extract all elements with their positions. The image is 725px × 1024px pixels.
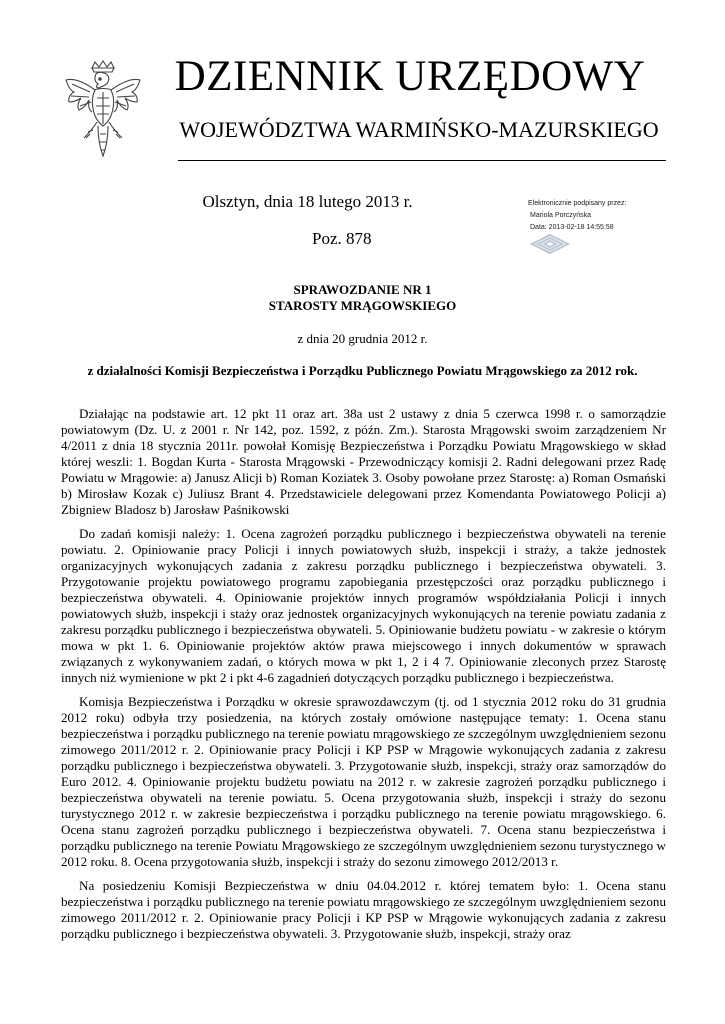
report-subject: z działalności Komisji Bezpieczeństwa i Porządku Publicznego Powiatu Mrągowskiego za 2012 rok. (87, 363, 638, 378)
report-body (61, 406, 666, 950)
report-date: z dnia 20 grudnia 2012 r. (297, 331, 428, 346)
position-number: Poz. 878 (312, 229, 372, 248)
report-heading-authority: STAROSTY MRĄGOWSKIEGO (268, 298, 457, 313)
polish-eagle-emblem-icon (62, 60, 144, 165)
body-paragraph: Działając na podstawie art. 12 pkt 11 oraz art. 38a ust 2 ustawy z dnia 5 czerwca 1998 r. o samorządzie powiatowym (Dz. U. z 2001 r. Nr 142, poz. 1592, z późn. Zm.). Starosta Mrągowski swoim zarządzeniem Nr 4/2011 z dnia 18 stycznia 2011r. powołał Komisję Bezpieczeństwa i Porządku Powiatu Mrągowskiego w skład której weszli: 1. Bogdan Kurta - Starosta Mrągowski - Przewodniczący komisji 2. Radni delegowani przez Radę Powiatu w Mrągowie: a) Janusz Alicji b) Roman Koziatek 3. Osoby powołane przez Starostę: a) Roman Osmański b) Mirosław Kozak c) Juliusz Brant 4. Przedstawiciele delegowani przez Komendanta Powiatowego Policji a) Zbigniew Bladosz b) Jarosław Paśnikowski (61, 406, 666, 517)
journal-title: DZIENNIK URZĘDOWY (174, 53, 646, 100)
signature-label: Elektronicznie podpisany przez: (528, 200, 627, 207)
header-divider (178, 160, 666, 161)
signature-seal-icon (530, 233, 590, 255)
body-paragraph: Do zadań komisji należy: 1. Ocena zagrożeń porządku publicznego i bezpieczeństwa obywateli na terenie powiatu. 2. Opiniowanie pracy Policji i innych powiatowych służb, inspekcji i straży, a także jednostek organizacyjnych wykonujących zadania z zakresu porządku publicznego i bezpieczeństwa obywateli. 3. Przygotowanie projektu powiatowego programu zapobiegania przestępczości oraz porządku publicznego i bezpieczeństwa obywateli. 4. Opiniowanie projektów innych programów współdziałania Policji i innych powiatowych służb, inspekcji i staży oraz jednostek organizacyjnych wykonujących na terenie powiatu zadania z zakresu porządku publicznego i bezpieczeństwa obywateli. 5. Opiniowanie budżetu powiatu - w zakresie o którym mowa w pkt 1. 6. Opiniowanie projektów aktów prawa miejscowego i innych dokumentów w sprawach związanych z wykonywaniem zadań, o których mowa w pkt 1, 2 i 4 7. Opiniowanie zleconych przez Starostę innych niż wymienione w pkt 2 i pkt 4-6 zagadnień dotyczących porządku publicznego i bezpieczeństwa. (61, 526, 666, 685)
body-paragraph: Na posiedzeniu Komisji Bezpieczeństwa w dniu 04.04.2012 r. której tematem było: 1. Ocena stanu bezpieczeństwa i porządku publicznego na terenie powiatu mrągowskiego ze szczególnym uwzględnieniem sezonu zimowego 2011/2012 r. 2. Opiniowanie pracy Policji i KP PSP w Mrągowie wykonujących zadania z zakresu porządku publicznego i bezpieczeństwa obywateli. 3. Przygotowanie służb, inspekcji, straży oraz (61, 878, 666, 941)
dateline-text: Olsztyn, dnia 18 lutego 2013 r. (202, 192, 413, 211)
signature-signer: Mariola Porczyńska (530, 212, 592, 219)
report-heading-number: SPRAWOZDANIE NR 1 (293, 282, 432, 297)
electronic-signature (528, 198, 678, 234)
journal-subtitle: WOJEWÓDZTWA WARMIŃSKO-MAZURSKIEGO (179, 117, 659, 142)
signature-date: Data: 2013-02-18 14:55:58 (530, 224, 614, 231)
body-paragraph: Komisja Bezpieczeństwa i Porządku w okresie sprawozdawczym (tj. od 1 stycznia 2012 roku do 31 grudnia 2012 roku) odbyła trzy posiedzenia, na których zostały omówione następujące tematy: 1. Ocena stanu bezpieczeństwa i porządku publicznego na terenie powiatu mrągowskiego ze szczególnym uwzględnieniem sezonu zimowego 2011/2012 r. 2. Opiniowanie pracy Policji i KP PSP w Mrągowie wykonujących zadania z zakresu porządku publicznego i bezpieczeństwa obywateli. 3. Przygotowanie służb, inspekcji, straży oraz samorządów do Euro 2012. 4. Opiniowanie projektu budżetu powiatu na 2012 r. w zakresie zagrożeń porządku publicznego i bezpieczeństwa obywateli na terenie powiatu. 5. Ocena przygotowania służb, inspekcji i straży do sezonu turystycznego 2012 r. w zakresie bezpieczeństwa i porządku publicznego na terenie powiatu mrągowskiego. 6. Ocena stanu zagrożeń porządku publicznego i bezpieczeństwa obywateli. 7. Ocena stanu bezpieczeństwa i porządku publicznego na terenie Powiatu Mrągowskiego ze szczególnym uwzględnieniem sezonu turystycznego w 2012 roku. 8. Ocena przygotowania służb, inspekcji i straży do sezonu zimowego 2012/2013 r. (61, 694, 666, 869)
